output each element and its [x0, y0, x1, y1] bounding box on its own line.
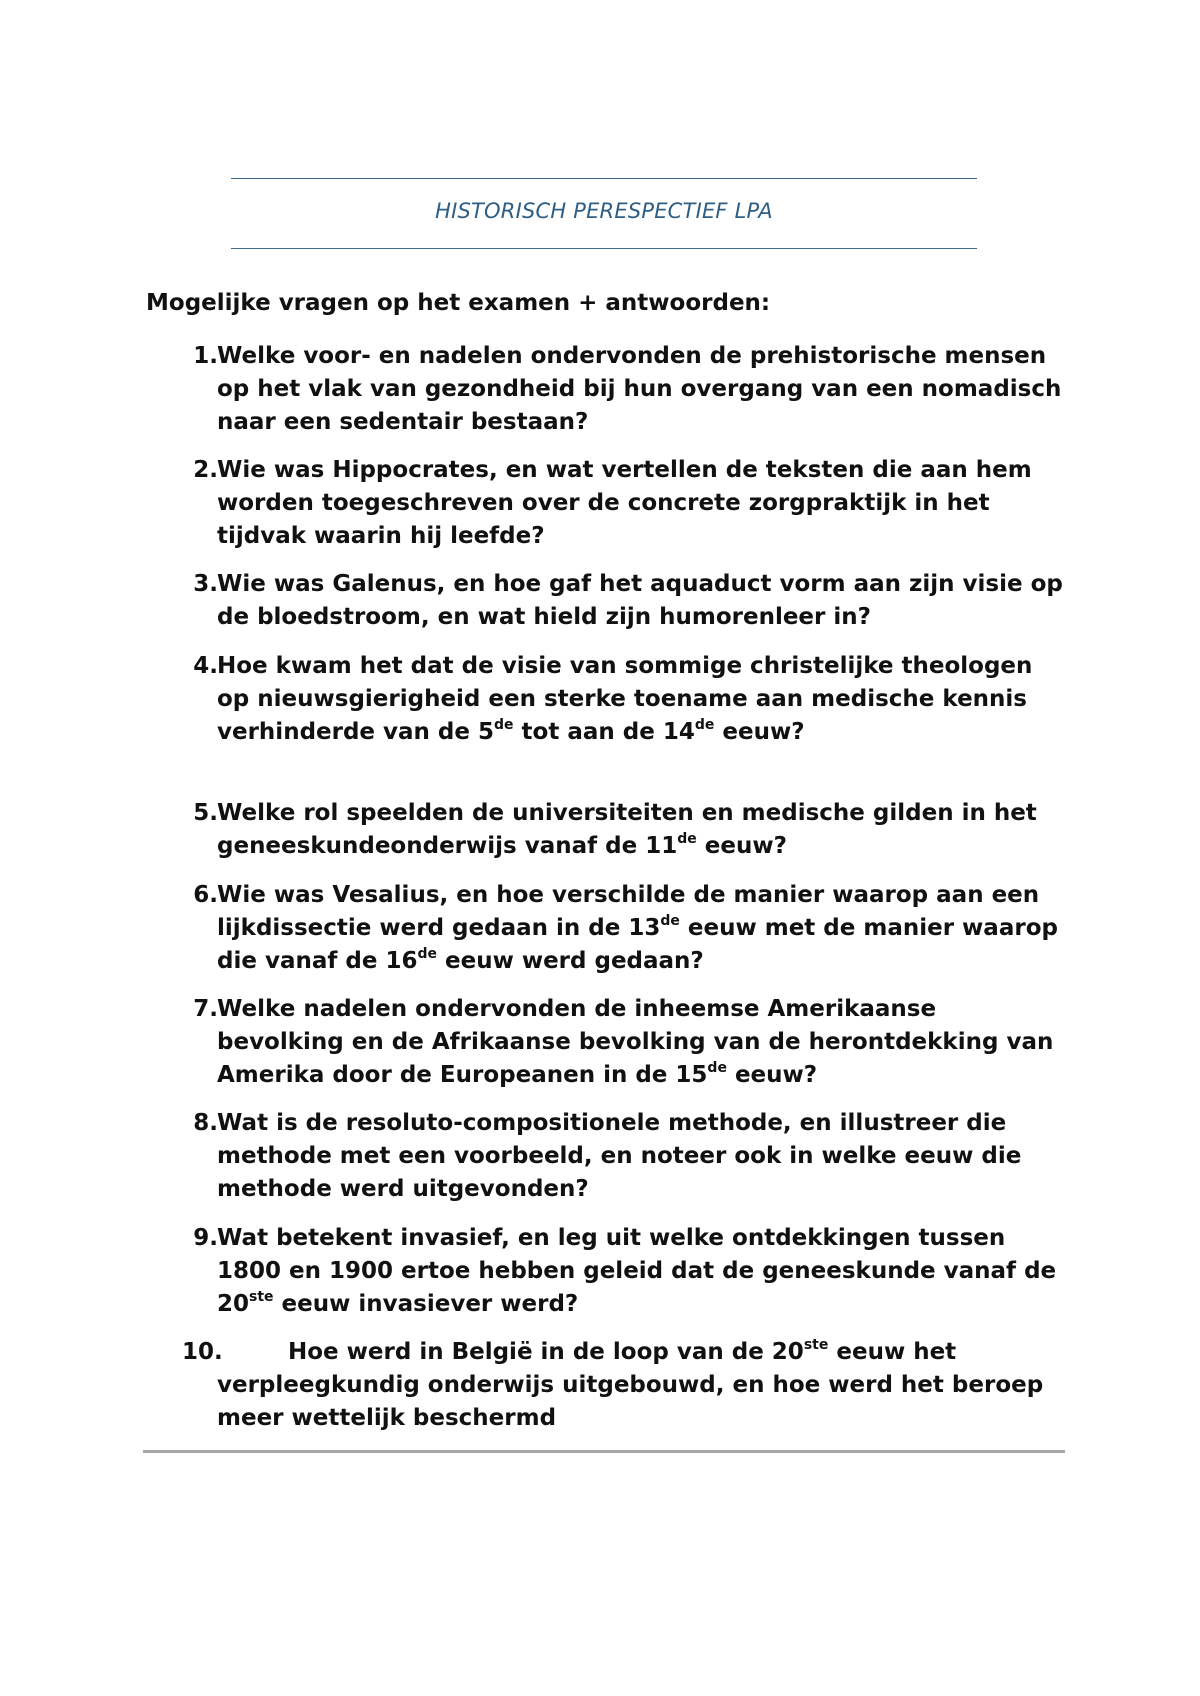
question-text [217, 568, 1066, 634]
question-item [146, 340, 1066, 439]
question-text-part: Hoe werd in België in de loop van de 20 [288, 1339, 804, 1365]
intro-heading: Mogelijke vragen op het examen + antwoorden: [146, 290, 771, 316]
question-text-part: Wat is de resoluto-compositionele methode, en illustreer die methode met een voorbeeld, en noteer ook in welke eeuw die methode werd uitgevonden? [217, 1110, 1022, 1202]
question-text-part: eeuw het verpleegkundig onderwijs uitgebouwd, en hoe werd het beroep meer wettelijk beschermd [217, 1339, 1044, 1431]
question-number: 8. [193, 1110, 218, 1136]
ordinal-suffix: ste [249, 1289, 274, 1305]
question-number: 5. [193, 800, 218, 826]
question-text-part: Welke voor- en nadelen ondervonden de prehistorische mensen op het vlak van gezondheid bij hun overgang van een nomadisch naar een sedentair bestaan? [217, 343, 1062, 435]
question-item [146, 1107, 1066, 1206]
question-text-part: tot aan de 14 [513, 719, 695, 745]
question-text-part: Wie was Hippocrates, en wat vertellen de teksten die aan hem worden toegeschreven over de concrete zorgpraktijk in het tijdvak waarin hij leefde? [217, 457, 1032, 549]
question-text [217, 797, 1066, 863]
question-text-part: eeuw? [714, 719, 805, 745]
question-number: 4. [193, 653, 218, 679]
ordinal-suffix: de [677, 831, 697, 847]
question-text [217, 1107, 1066, 1206]
ordinal-suffix: de [707, 1060, 727, 1076]
question-text [217, 1222, 1066, 1321]
question-item [146, 650, 1066, 749]
question-number: 9. [193, 1225, 218, 1251]
ordinal-suffix: de [694, 717, 715, 733]
question-item [146, 797, 1066, 863]
question-text-part: eeuw? [726, 1062, 818, 1088]
question-text-part: eeuw? [696, 833, 787, 859]
end-rule [143, 1450, 1065, 1453]
question-text [217, 650, 1066, 749]
question-text [217, 993, 1066, 1092]
question-item [146, 1336, 1066, 1435]
ordinal-suffix: de [494, 717, 514, 733]
question-number: 7. [193, 996, 218, 1022]
question-text-part: Hoe kwam het dat de visie van sommige christelijke theologen op nieuwsgierigheid een sterke toename aan medische kennis verhinderde van de 5 [217, 653, 1033, 745]
question-text [217, 454, 1066, 553]
document-title: HISTORISCH PERESPECTIEF LPA [435, 199, 773, 223]
question-text [217, 879, 1066, 978]
question-text-part: eeuw met de manier waarop die vanaf de 16 [217, 915, 1058, 974]
question-text-part: Welke rol speelden de universiteiten en medische gilden in het geneeskundeonderwijs vanaf de 11 [217, 800, 1037, 859]
question-text-part: eeuw invasiever werd? [273, 1291, 579, 1317]
question-text-part: Welke nadelen ondervonden de inheemse Amerikaanse bevolking en de Afrikaanse bevolking van de herontdekking van Amerika door de Europeanen in de 15 [217, 996, 1054, 1088]
ordinal-suffix: ste [803, 1337, 829, 1353]
question-item [146, 454, 1066, 553]
question-text-part: eeuw werd gedaan? [436, 948, 704, 974]
question-item [146, 993, 1066, 1092]
question-text [217, 1336, 1066, 1435]
question-item [146, 1222, 1066, 1321]
question-number: 6. [193, 882, 218, 908]
ordinal-suffix: de [660, 913, 680, 929]
question-number: 1. [193, 343, 218, 369]
question-text [217, 340, 1066, 439]
question-text-part: Wat betekent invasief, en leg uit welke ontdekkingen tussen 1800 en 1900 ertoe hebben geleid dat de geneeskunde vanaf de 20 [217, 1225, 1057, 1317]
question-item [146, 879, 1066, 978]
question-text-part: Wie was Vesalius, en hoe verschilde de manier waarop aan een lijkdissectie werd gedaan in de 13 [217, 882, 1040, 941]
question-number: 10. [182, 1339, 223, 1365]
question-text-part: Wie was Galenus, en hoe gaf het aquaduct vorm aan zijn visie op de bloedstroom, en wat hield zijn humorenleer in? [217, 571, 1063, 630]
question-item [146, 568, 1066, 634]
title-rule-bottom [231, 248, 977, 249]
title-rule-top [231, 178, 977, 179]
ordinal-suffix: de [417, 946, 437, 962]
question-number: 3. [193, 571, 218, 597]
question-number: 2. [193, 457, 218, 483]
